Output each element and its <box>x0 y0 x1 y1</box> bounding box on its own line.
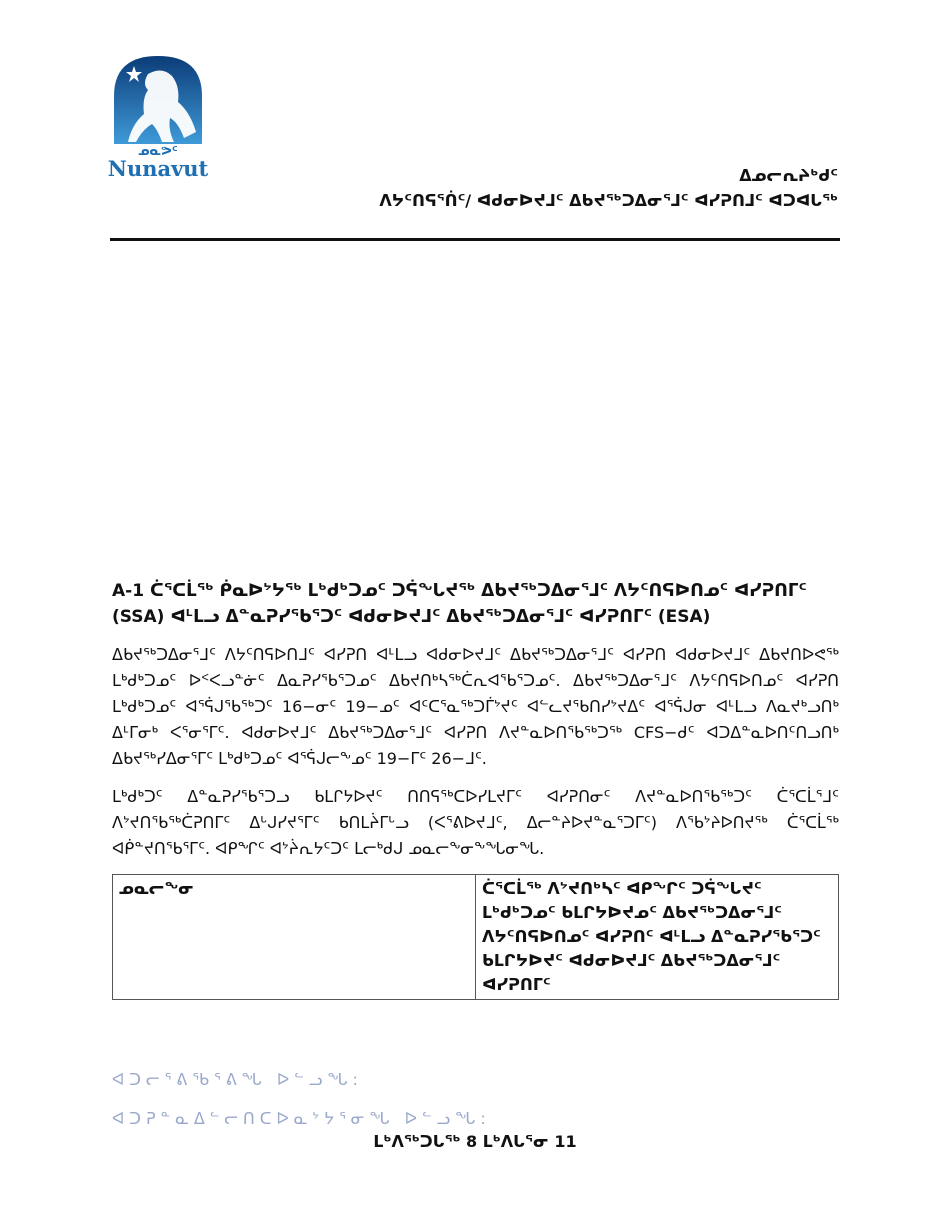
rates-table <box>112 874 839 1000</box>
table-cell-rates: ᑖᕐᑕᒫᖅ ᐱᔾᔪᑎᒃᓴᑦ ᐊᑭᖏᑦ ᑐᕌᖓᔪᑦ ᒪᒃᑯᒃᑐᓄᑦ ᑲᒪᒋᔭᐅᔪᓄᑦ ᐃᑲᔪᖅᑐᐃᓂᕐᒧᑦ ᐱᔭᑦᑎᕋᐅᑎᓄᑦ ᐊᓯᕈᑎᑦ ᐊᒻᒪᓗ ᐃᓐᓇᕈᓯᖃᕐᑐᑦ ᑲᒪᒋᔭᐅᔪᑦ ᐊᑯᓂᐅᔪᒧᑦ ᐃᑲᔪᖅᑐᐃᓂᕐᒧᑦ ᐊᓯᕈᑎᒥᑦ <box>476 875 839 1000</box>
document-header <box>379 165 838 212</box>
table-cell-community: ᓄᓇᓕᖕᓂ <box>113 875 476 1000</box>
revision-date-label: ᐊᑐᕈᓐᓇᐃᓪᓕᑎᑕᐅᓇᔾᔭᕐᓂᖓ ᐅᓪᓗᖓ: <box>112 1109 491 1128</box>
manual-title: ᐱᔭᑦᑎᕋᕐᑏᑦ/ ᐊᑯᓂᐅᔪᒧᑦ ᐃᑲᔪᖅᑐᐃᓂᕐᒧᑦ ᐊᓯᕈᑎᒧᑦ ᐊᑐᐊᒐᖅ <box>379 191 838 210</box>
logo-wordmark: Nunavut <box>108 156 208 180</box>
policy-section <box>112 578 839 1000</box>
effective-date-label: ᐊᑐᓕᕐᕕᖃᕐᕕᖓ ᐅᓪᓗᖓ: <box>112 1070 363 1089</box>
nunavut-logo <box>108 52 208 180</box>
header-divider <box>110 238 840 241</box>
paragraph-2: ᒪᒃᑯᒃᑐᑦ ᐃᓐᓇᕈᓯᖃᕐᑐᓗ ᑲᒪᒋᔭᐅᔪᑦ ᑎᑎᕋᖅᑕᐅᓯᒪᔪᒥᑦ ᐊᓯᕈᑎᓂᑦ ᐱᔪᓐᓇᐅᑎᖃᖅᑐᑦ ᑖᕐᑕᒫᕐᒧᑦ ᐱᔾᔪᑎᖃᖅᑖᕈᑎᒥᑦ ᐃᒡᒍᓯᔪᕐᒥᑦ ᑲᑎᒪᔩᒥᒡᓗ (ᐸᕐᕕᐅᔪᒧᑦ, ᐃᓕᓐᔨᐅᔪᓐᓇᕐᑐᒥᑦ) ᐱᖃᔾᔨᐅᑎᔪᖅ ᑖᕐᑕᒫᖅ ᐊᑮᓐᔪᑎᖃᕐᒥᑦ. ᐊᑭᖏᑦ ᐊᔾᔩᕆᔭᑦᑐᑦ ᒪᓕᒃᑯᒍ ᓄᓇᓕᖕᓂᖕᖓᓂᖓ. <box>112 787 839 858</box>
department-name: ᐃᓄᓕᕆᔨᒃᑯᑦ <box>739 166 838 185</box>
page-number: ᒪᒃᐱᖅᑐᒐᖅ 8 ᒪᒃᐱᒐᕐᓂ 11 <box>373 1132 577 1151</box>
section-heading: A-1 ᑖᕐᑕᒫᖅ ᑮᓇᐅᔾᔭᖅ ᒪᒃᑯᒃᑐᓄᑦ ᑐᕌᖓᔪᖅ ᐃᑲᔪᖅᑐᐃᓂᕐᒧᑦ ᐱᔭᑦᑎᕋᐅᑎᓄᑦ ᐊᓯᕈᑎᒥᑦ (SSA) ᐊᒻᒪᓗ ᐃᓐᓇᕈᓯᖃᕐᑐᑦ ᐊᑯᓂᐅᔪᒧᑦ ᐃᑲᔪᖅᑐᐃᓂᕐᒧᑦ ᐊᓯᕈᑎᒥᑦ (ESA) <box>112 581 807 627</box>
logo-syllabics: ᓄᓇᕗᑦ <box>138 144 178 158</box>
table-row <box>113 875 839 1000</box>
polar-bear-emblem <box>108 52 208 180</box>
paragraph-1: ᐃᑲᔪᖅᑐᐃᓂᕐᒧᑦ ᐱᔭᑦᑎᕋᐅᑎᒧᑦ ᐊᓯᕈᑎ ᐊᒻᒪᓗ ᐊᑯᓂᐅᔪᒧᑦ ᐃᑲᔪᖅᑐᐃᓂᕐᒧᑦ ᐊᓯᕈᑎ ᐊᑯᓂᐅᔪᒧᑦ ᐃᑲᔪᑎᐅᕙᖅ ᒪᒃᑯᒃᑐᓄᑦ ᐅᑉᐸᓗᓐᓃᑦ ᐃᓇᕈᓯᖃᕐᑐᓄᑦ ᐃᑲᔪᑎᒃᓴᖅᑖᕆᐊᖃᕐᑐᓄᑦ. ᐃᑲᔪᖅᑐᐃᓂᕐᒧᑦ ᐱᔭᑦᑎᕋᐅᑎᓄᑦ ᐊᓯᕈᑎ ᒪᒃᑯᒃᑐᓄᑦ ᐊᕐᕌᒍᖃᖅᑐᑦ 16−ᓂᑦ 19−ᓄᑦ ᐊᑦᑕᕐᓇᖅᑐᒦᔾᔪᑦ ᐊᓪᓚᔪᕐᑲᑎᓯᔾᔪᐃᑦ ᐊᕐᕌᒍᓂ ᐊᒻᒪᓗ ᐱᓇᔪᒃᓗᑎᒃ ᐃᒻᒥᓂᒃ ᐸᕐᓂᕐᒥᑦ. ᐊᑯᓂᐅᔪᒧᑦ ᐃᑲᔪᖅᑐᐃᓂᕐᒧᑦ ᐊᓯᕈᑎ ᐱᔪᓐᓇᐅᑎᖃᖅᑐᖅ CFS−ᑯᑦ ᐊᑐᐃᓐᓇᐅᑎᑦᑎᓗᑎᒃ ᐃᑲᔪᖅᓯᐃᓂᕐᒥᑦ ᒪᒃᑯᒃᑐᓄᑦ ᐊᕐᕌᒍᓕᖕᓄᑦ 19−ᒥᑦ 26−ᒧᑦ. <box>112 645 839 768</box>
